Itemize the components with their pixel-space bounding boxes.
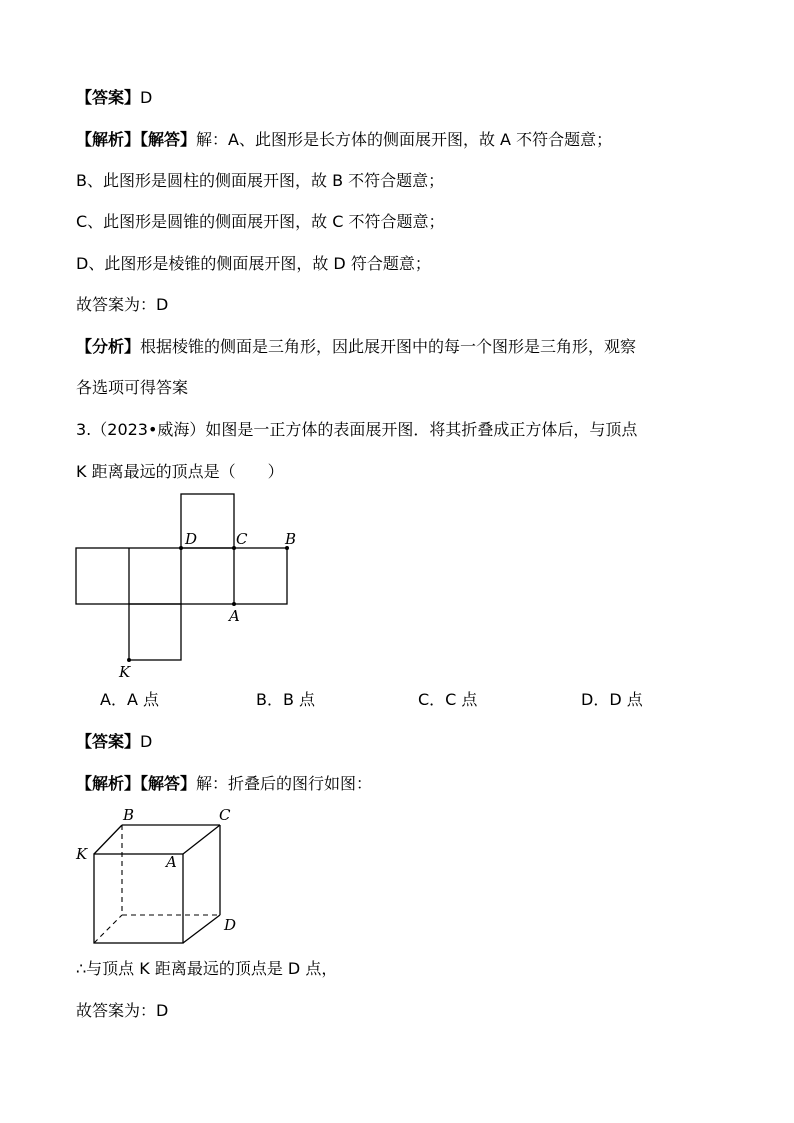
fenxi-tag: 【分析】	[76, 337, 141, 356]
analysis-3-conclusion: ∴与顶点 K 距离最远的顶点是 D 点，	[76, 959, 338, 978]
answer-tag: 【答案】	[76, 88, 141, 107]
net-label-a: A	[229, 607, 240, 625]
analysis-1-line-4: D、此图形是棱锥的侧面展开图，故 D 符合题意；	[76, 254, 431, 273]
analysis-3-final: 故答案为：D	[76, 1001, 169, 1020]
cube-label-b: B	[123, 806, 135, 824]
option-c: C．C 点	[418, 690, 478, 709]
analysis-3	[76, 773, 372, 795]
option-a: A．A 点	[100, 690, 159, 709]
net-label-k: K	[119, 663, 131, 681]
cube-label-c: C	[219, 806, 231, 824]
analysis-text: 解：折叠后的图行如图：	[196, 774, 373, 793]
question-3-line-1: 3.（2023•威海）如图是一正方体的表面展开图．将其折叠成正方体后，与顶点	[76, 420, 638, 439]
answer-tag: 【答案】	[76, 732, 141, 751]
analysis-text: 解：A、此图形是长方体的侧面展开图，故 A 不符合题意；	[196, 130, 613, 149]
answer-value: D	[140, 732, 153, 751]
question-3-line-2: K 距离最远的顶点是（ ）	[76, 462, 284, 481]
analysis-1-line-3: C、此图形是圆锥的侧面展开图，故 C 不符合题意；	[76, 212, 445, 231]
cube-label-a: A	[166, 853, 177, 871]
analysis-tag: 【解析】【解答】	[76, 774, 197, 793]
net-label-d: D	[185, 530, 198, 548]
analysis-1-line-2: B、此图形是圆柱的侧面展开图，故 B 不符合题意；	[76, 171, 445, 190]
fenxi-text: 根据棱锥的侧面是三角形，因此展开图中的每一个图形是三角形，观察	[140, 337, 637, 356]
option-b: B．B 点	[256, 690, 316, 709]
option-d: D．D 点	[581, 690, 643, 709]
analysis-tag: 【解析】【解答】	[76, 130, 197, 149]
cube-label-d: D	[224, 916, 237, 934]
net-label-c: C	[236, 530, 248, 548]
answer-value: D	[140, 88, 153, 107]
cube-label-k: K	[76, 845, 88, 863]
fenxi-1-cont: 各选项可得答案	[76, 378, 189, 397]
analysis-1-line-5: 故答案为：D	[76, 295, 169, 314]
answer-3	[76, 731, 152, 753]
net-label-b: B	[285, 530, 297, 548]
